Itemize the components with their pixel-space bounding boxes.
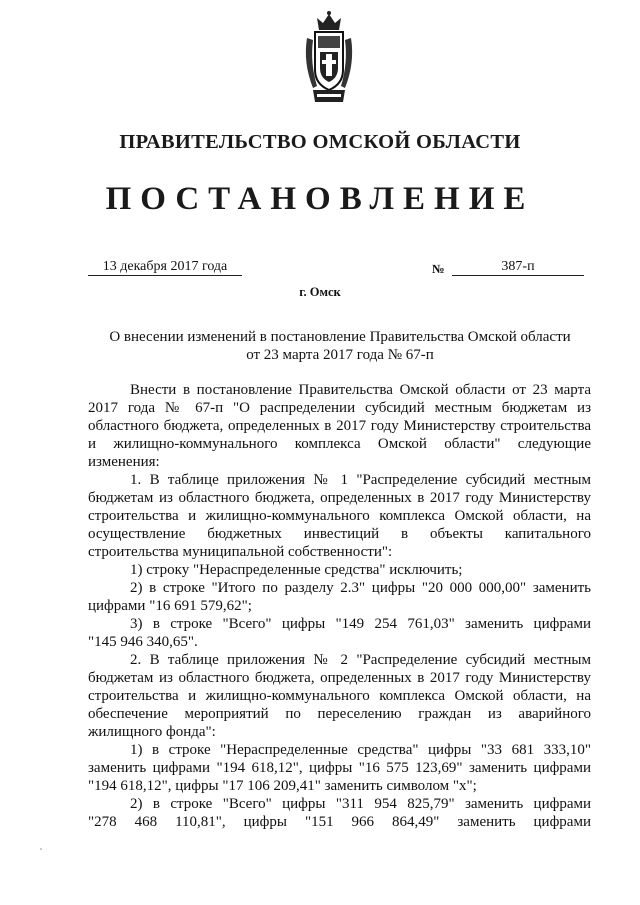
document-number: 387-п <box>452 258 584 276</box>
body-line: цифрами "16 691 579,62"; <box>88 598 252 614</box>
body-line: строительства и жилищно-коммунального комплекса Омской области, на <box>88 688 591 704</box>
body-line: 1. В таблице приложения № 1 "Распределение субсидий местным <box>130 472 591 488</box>
body-line: бюджетам из областного бюджета, определенных в 2017 году Министерству <box>88 670 591 686</box>
body-line: изменения: <box>88 454 160 470</box>
body-line: осуществление бюджетных инвестиций в объекты капитального <box>88 526 591 542</box>
document-body <box>88 381 591 831</box>
body-line: 2017 года № 67-п "О распределении субсидий местным бюджетам из <box>88 400 591 416</box>
body-line: бюджетам из областного бюджета, определенных в 2017 году Министерству <box>88 490 591 506</box>
body-line: строительства и жилищно-коммунального комплекса Омской области, на <box>88 508 591 524</box>
subject-line: О внесении изменений в постановление Правительства Омской области <box>109 329 571 345</box>
body-line: Внести в постановление Правительства Омской области от 23 марта <box>130 382 591 398</box>
body-line: "278 468 110,81", цифры "151 966 864,49" заменить цифрами <box>88 814 591 830</box>
body-line: областного бюджета, определенных в 2017 году Министерству строительства <box>88 418 591 434</box>
body-line: жилищного фонда": <box>88 724 216 740</box>
body-line: 2) в строке "Всего" цифры "311 954 825,79" заменить цифрами <box>130 796 591 812</box>
document-subject <box>70 328 610 364</box>
body-line: заменить цифрами "194 618,12", цифры "16 575 123,69" заменить цифрами <box>88 760 591 776</box>
body-line: 1) в строке "Нераспределенные средства" цифры "33 681 333,10" <box>130 742 591 758</box>
body-line: 3) в строке "Всего" цифры "149 254 761,03" заменить цифрами <box>130 616 591 632</box>
body-line: строительства муниципальной собственности": <box>88 544 393 560</box>
body-line: "194 618,12", цифры "17 106 209,41" заменить символом "х"; <box>88 778 477 794</box>
government-title: ПРАВИТЕЛЬСТВО ОМСКОЙ ОБЛАСТИ <box>119 131 521 153</box>
body-line: и жилищно-коммунального комплекса Омской области" следующие <box>88 436 591 452</box>
city-name: г. Омск <box>299 285 341 299</box>
document-type-title: ПОСТАНОВЛЕНИЕ <box>105 181 535 217</box>
body-line: 1) строку "Нераспределенные средства" исключить; <box>130 562 463 578</box>
body-line: "145 946 340,65". <box>88 634 198 650</box>
subject-line: от 23 марта 2017 года № 67-п <box>246 347 434 363</box>
number-label: № <box>432 262 445 276</box>
coat-of-arms-icon <box>303 8 355 108</box>
body-line: обеспечение мероприятий по переселению граждан из аварийного <box>88 706 591 722</box>
body-line: 2. В таблице приложения № 2 "Распределение субсидий местным <box>130 652 591 668</box>
body-line: 2) в строке "Итого по разделу 2.3" цифры "20 000 000,00" заменить <box>130 580 591 596</box>
document-date: 13 декабря 2017 года <box>88 258 242 276</box>
scan-speck <box>40 848 42 850</box>
